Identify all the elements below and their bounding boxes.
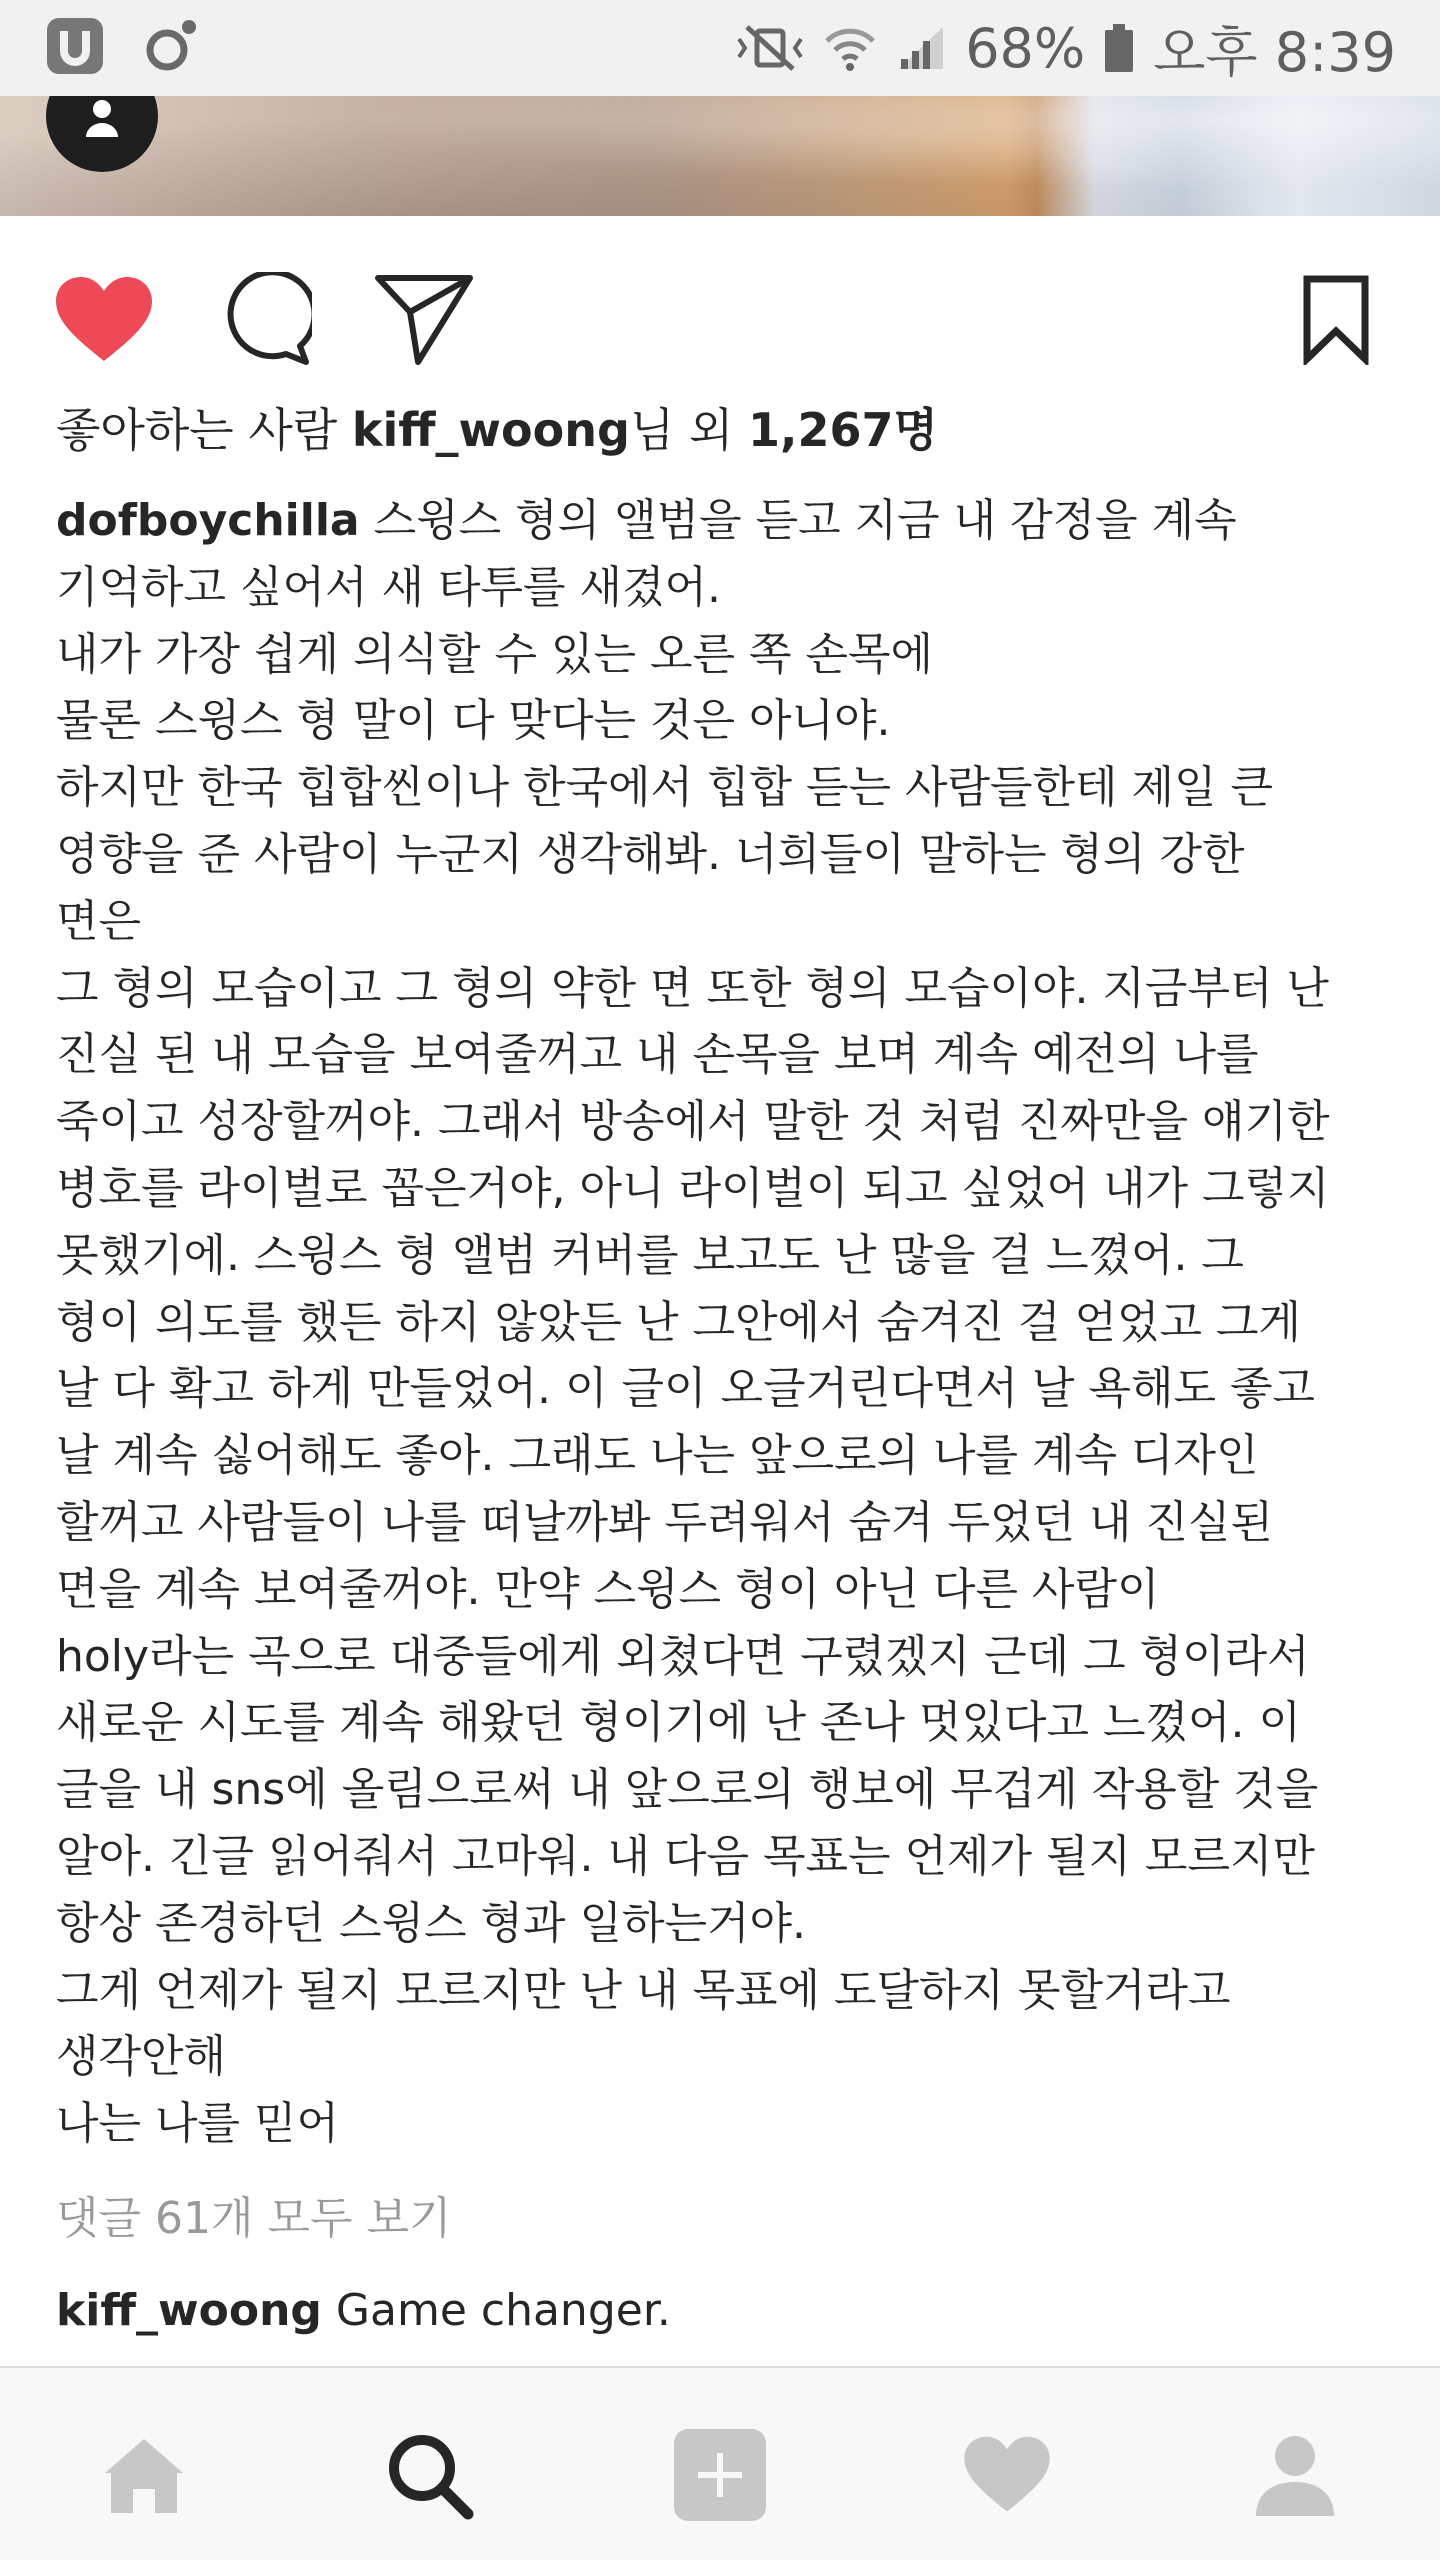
post-caption — [56, 488, 1396, 2158]
status-right — [735, 10, 1396, 87]
comment-item — [56, 2278, 671, 2344]
nav-search[interactable] — [374, 2420, 484, 2530]
bookmark-icon — [1301, 275, 1371, 365]
caption-text: 스윙스 형의 앨범을 듣고 지금 내 감정을 계속 기억하고 싶어서 새 타투를 새겼어. 내가 가장 쉽게 의식할 수 있는 오른 쪽 손목에 물론 스윙스 형 말이 다 맞다는 것은 아니야. 하지만 한국 힙합씬이나 한국에서 힙합 듣는 사람들한테 제일 큰 영향을 준 사람이 누군지 생각해봐. 너희들이 말하는 형의 강한 면은 그 형의 모습이고 그 형의 약한 면 또한 형의 모습이야. 지금부터 난 진실 된 내 모습을 보여줄꺼고 내 손목을 보며 계속 예전의 나를 죽이고 성장할꺼야. 그래서 방송에서 말한 것 처럼 진짜만을 얘기한 병호를 라이벌로 꼽은거야, 아니 라이벌이 되고 싶었어 내가 그렇지 못했기에. 스윙스 형 앨범 커버를 보고도 난 많을 걸 느꼈어. 그 형이 의도를 했든 하지 않았든 난 그안에서 숨겨진 걸 얻었고 그게 날 다 확고 하게 만들었어. 이 글이 오글거린다면서 날 욕해도 좋고 날 계속 싫어해도 좋아. 그래도 나는 앞으로의 나를 계속 디자인 할꺼고 사람들이 나를 떠날까봐 두려워서 숨겨 두었던 내 진실된 면을 계속 보여줄꺼야. 만약 스윙스 형이 아닌 다른 사람이 holy라는 곡으로 대중들에게 외쳤다면 구렸겠지 근데 그 형이라서 새로운 시도를 계속 해왔던 형이기에 난 존나 멋있다고 느꼈어. 이 글을 내 sns에 올림으로써 내 앞으로의 행보에 무겁게 작용할 것을 알아. 긴글 읽어줘서 고마워. 내 다음 목표는 언제가 될지 모르지만 항상 존경하던 스윙스 형과 일하는거야. 그게 언제가 될지 모르지만 난 내 목표에 도달하지 못할거라고 생각안해 나는 나를 믿어 — [56, 495, 1330, 2150]
clock: 오후 8:39 — [1153, 20, 1396, 84]
liked-by-username[interactable]: kiff_woong — [351, 403, 630, 457]
likes-middle: 님 외 — [629, 403, 748, 457]
likes-count[interactable]: 1,267명 — [748, 403, 938, 457]
caption-username[interactable]: dofboychilla — [56, 495, 360, 546]
comment-text: Game changer. — [321, 2285, 671, 2336]
nav-home[interactable] — [89, 2420, 199, 2530]
battery-icon — [1103, 22, 1135, 74]
bottom-navigation — [0, 2366, 1440, 2560]
like-button[interactable] — [44, 260, 164, 380]
nav-activity[interactable] — [952, 2420, 1062, 2530]
likes-prefix: 좋아하는 사람 — [56, 403, 352, 457]
comment-button[interactable] — [204, 260, 324, 380]
battery-percent: 68% — [965, 16, 1086, 80]
paper-plane-icon — [374, 272, 474, 368]
view-all-comments-link[interactable]: 댓글 61개 모두 보기 — [56, 2193, 452, 2244]
status-bar — [0, 0, 1440, 96]
home-icon — [101, 2435, 187, 2515]
heart-filled-icon — [54, 275, 154, 365]
post-actions — [0, 216, 1440, 406]
status-left — [44, 15, 202, 81]
add-icon — [672, 2427, 768, 2523]
profile-icon — [1250, 2430, 1340, 2520]
signal-icon — [895, 23, 947, 73]
search-icon — [384, 2430, 474, 2520]
save-button[interactable] — [1276, 260, 1396, 380]
wifi-icon — [823, 23, 877, 73]
nav-add[interactable] — [665, 2420, 775, 2530]
likes-summary[interactable] — [56, 400, 938, 460]
comment-bubble-icon — [216, 272, 312, 368]
app-notification-icon — [44, 15, 106, 81]
share-button[interactable] — [364, 260, 484, 380]
photo-shade — [0, 96, 1440, 216]
vibrate-mute-icon — [735, 23, 805, 73]
comment-username[interactable]: kiff_woong — [56, 2285, 322, 2336]
nav-profile[interactable] — [1240, 2420, 1350, 2530]
post-photo[interactable] — [0, 96, 1440, 216]
camera-notification-icon — [140, 15, 202, 81]
heart-icon — [962, 2435, 1052, 2515]
